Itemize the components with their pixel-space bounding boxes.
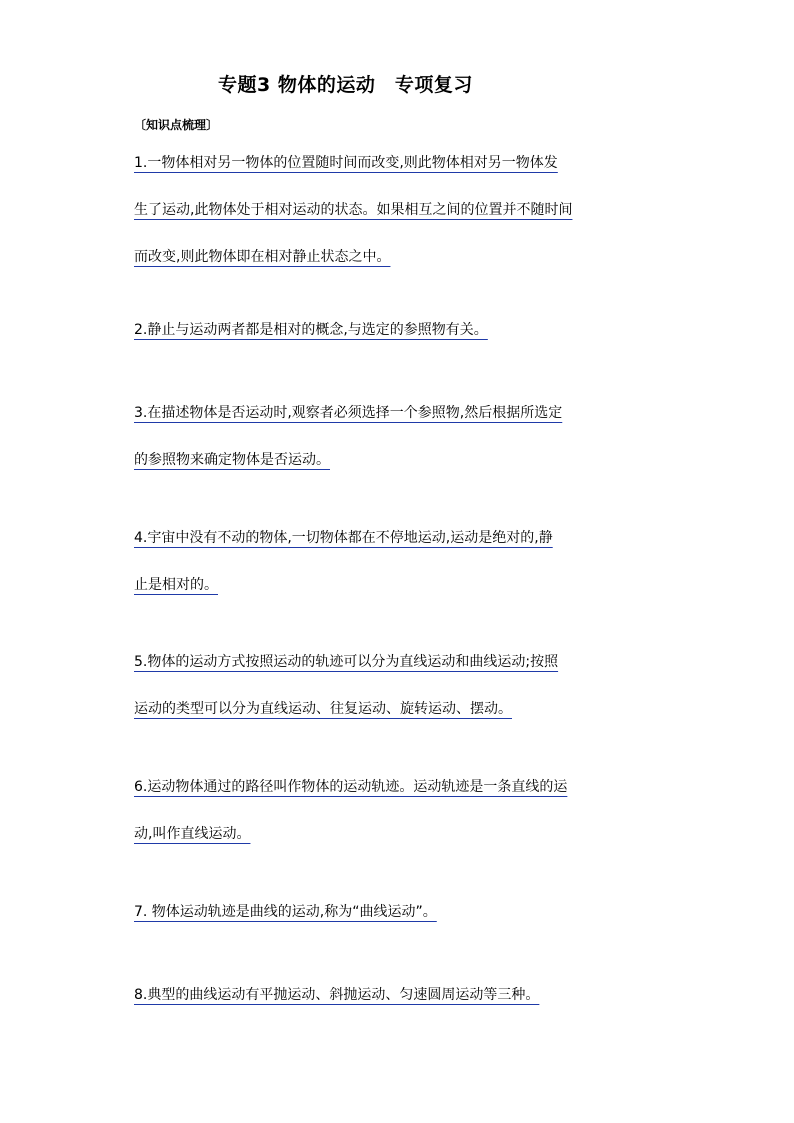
section-label: 〔知识点梳理〕 <box>134 118 219 132</box>
item-line: 的参照物来确定物体是否运动。 <box>134 452 330 468</box>
item-line: 而改变,则此物体即在相对静止状态之中。 <box>134 249 391 265</box>
knowledge-item-7 <box>134 889 664 936</box>
knowledge-item-6 <box>134 764 664 858</box>
knowledge-item-4 <box>134 515 664 609</box>
item-line: 5.物体的运动方式按照运动的轨迹可以分为直线运动和曲线运动;按照 <box>134 654 559 670</box>
item-line: 7. 物体运动轨迹是曲线的运动,称为“曲线运动”。 <box>134 904 437 920</box>
item-line: 运动的类型可以分为直线运动、往复运动、旋转运动、摆动。 <box>134 701 512 717</box>
item-line: 6.运动物体通过的路径叫作物体的运动轨迹。运动轨迹是一条直线的运 <box>134 779 568 795</box>
item-line: 生了运动,此物体处于相对运动的状态。如果相互之间的位置并不随时间 <box>134 202 573 218</box>
knowledge-item-2 <box>134 307 664 354</box>
item-line: 1.一物体相对另一物体的位置随时间而改变,则此物体相对另一物体发 <box>134 155 558 171</box>
item-line: 2.静止与运动两者都是相对的概念,与选定的参照物有关。 <box>134 322 488 338</box>
item-line: 4.宇宙中没有不动的物体,一切物体都在不停地运动,运动是绝对的,静 <box>134 530 553 546</box>
item-line: 3.在描述物体是否运动时,观察者必须选择一个参照物,然后根据所选定 <box>134 405 563 421</box>
knowledge-item-8 <box>134 972 664 1019</box>
item-line: 动,叫作直线运动。 <box>134 826 251 842</box>
page-title: 专题3 物体的运动 专项复习 <box>218 74 473 96</box>
item-line: 8.典型的曲线运动有平抛运动、斜抛运动、匀速圆周运动等三种。 <box>134 987 540 1003</box>
item-line: 止是相对的。 <box>134 577 218 593</box>
knowledge-item-3 <box>134 390 664 484</box>
knowledge-item-5 <box>134 639 664 733</box>
knowledge-item-1 <box>134 140 664 281</box>
